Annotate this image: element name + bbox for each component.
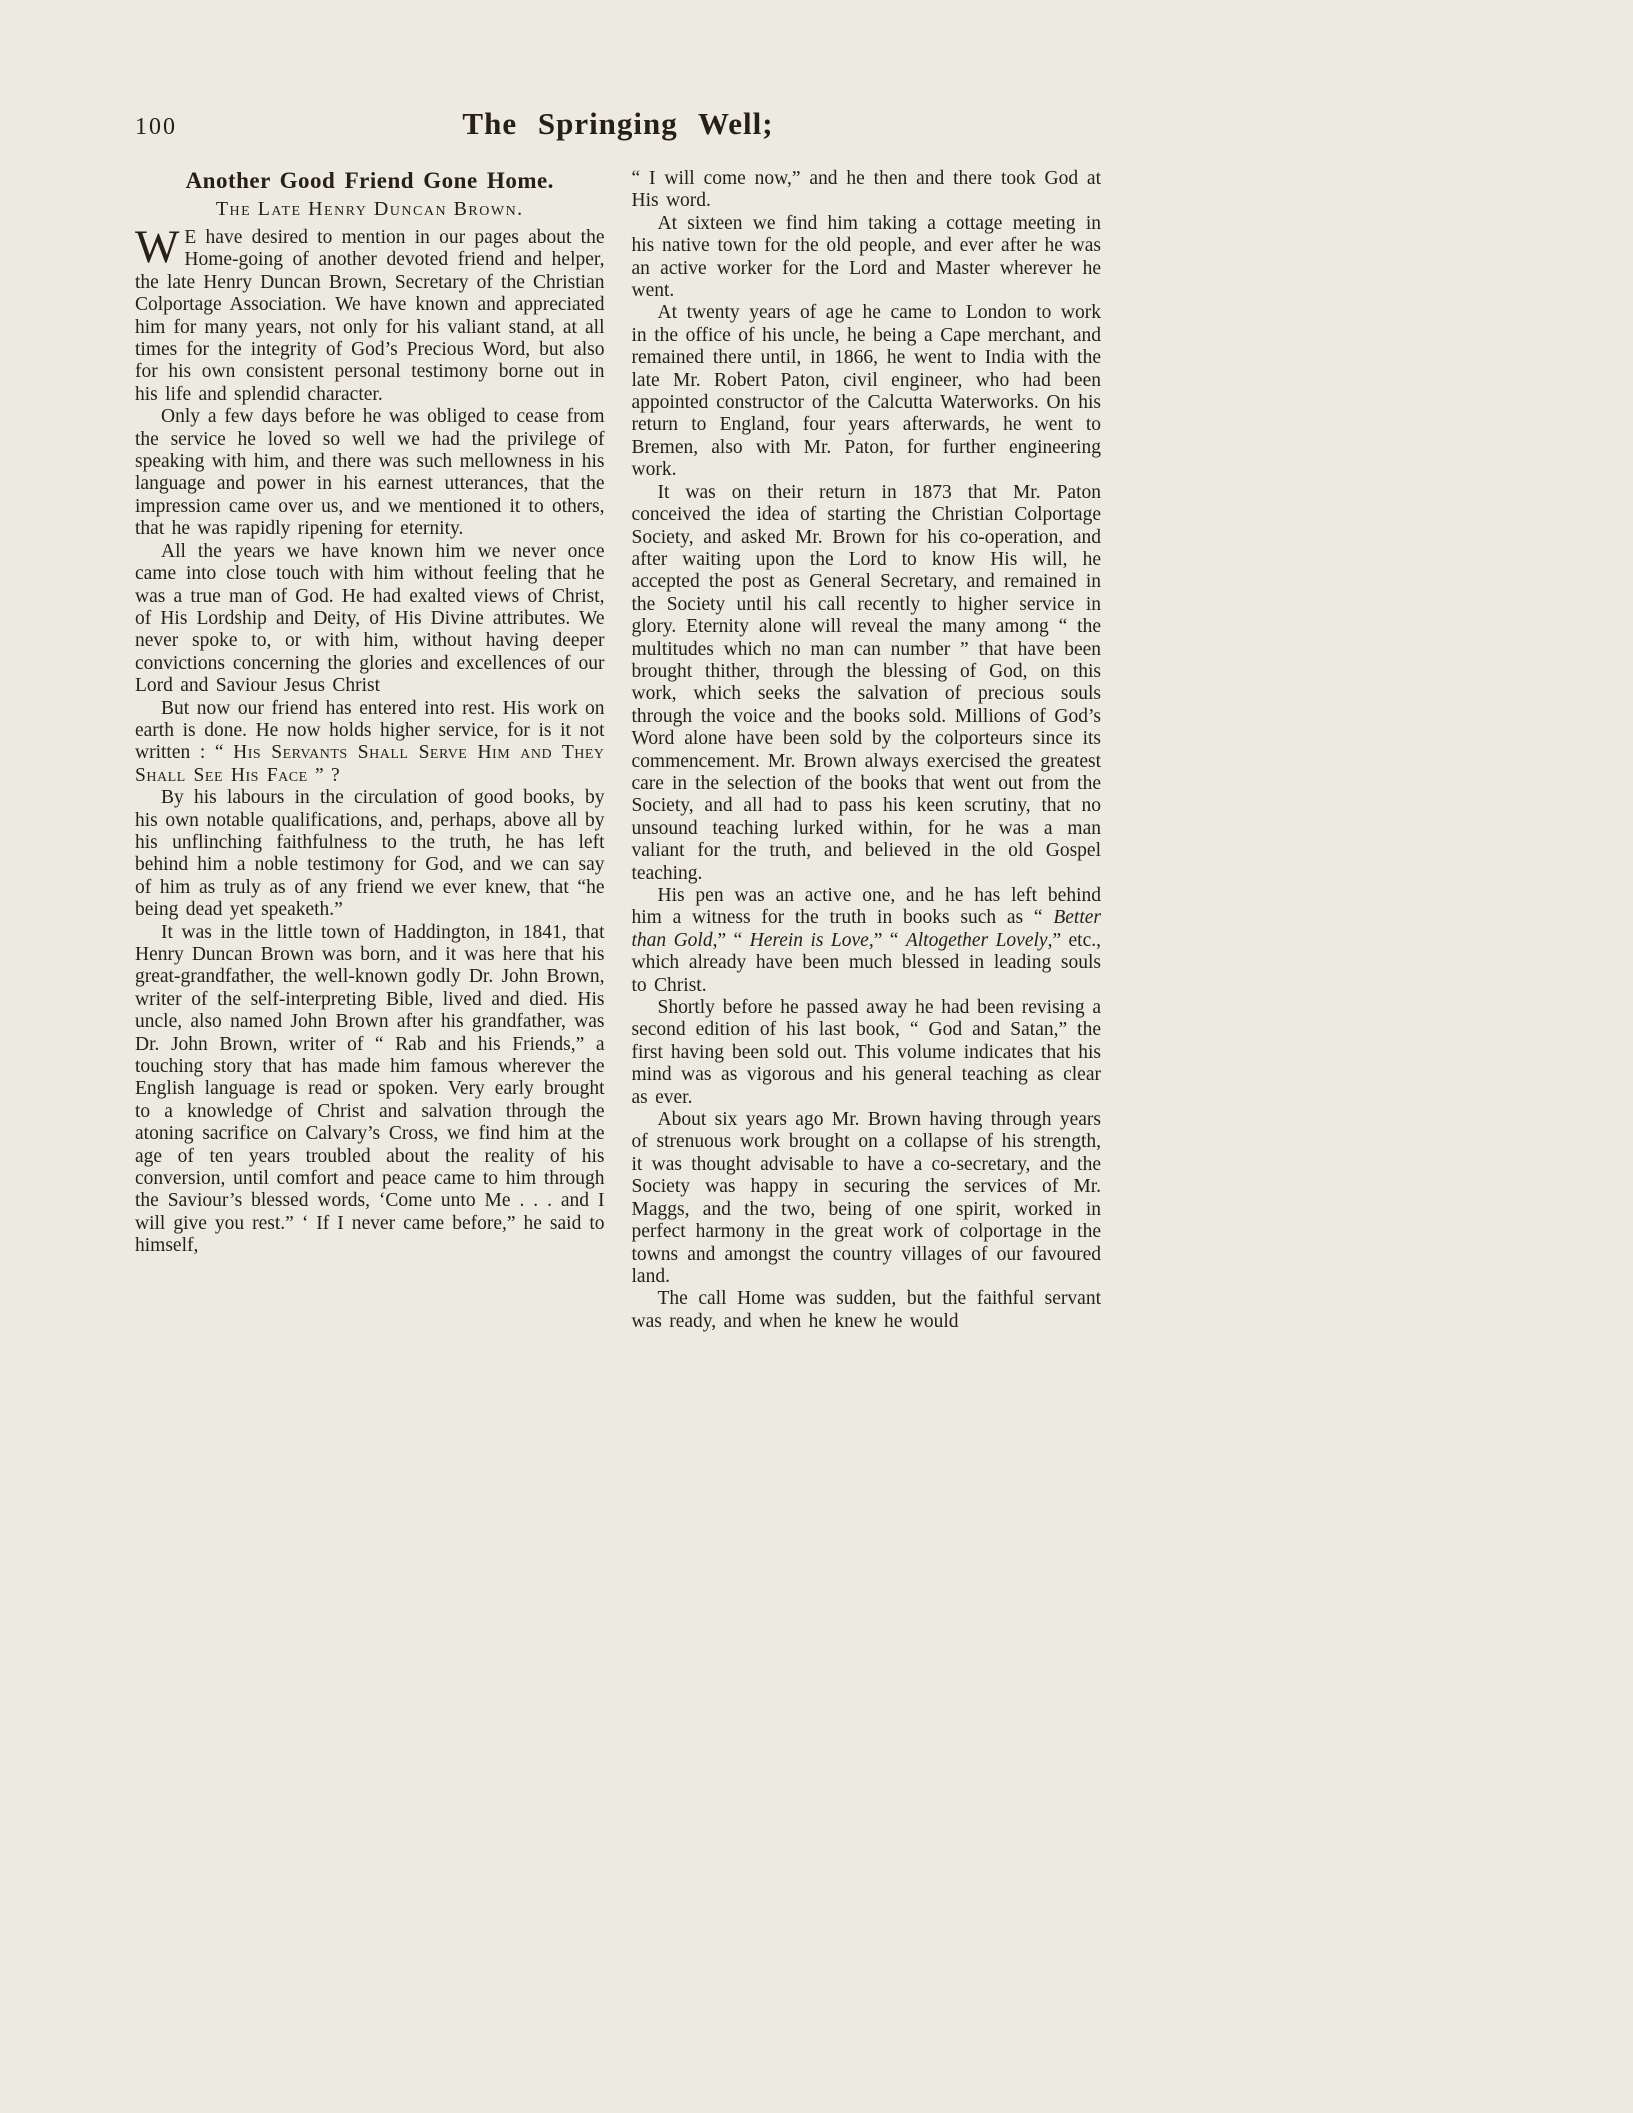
- text-run: About six years ago Mr. Brown having through years of strenuous work brought on a collapse of his strength, it was thought advisable to have a co-secretary, and the Society was happy in securing the services of Mr. Maggs, and the two, being of one spirit, worked in perfect harmony in the great work of colportage in the towns and amongst the country villages of our favoured land.: [631, 1109, 1101, 1287]
- left-column-text: [135, 221, 605, 1258]
- paragraph: [135, 406, 605, 540]
- text-run: All the years we have known him we never once came into close touch with him without feeling that he was a true man of God. He had exalted views of Christ, of His Lordship and Deity, of His Divine attributes. We never spoke to, or with him, without having deeper convictions concerning the glories and excellences of our Lord and Saviour Jesus Christ: [135, 540, 605, 697]
- page-header: [135, 106, 1101, 150]
- text-run: ,” “: [712, 929, 750, 951]
- text-run: His pen was an active one, and he has left behind him a witness for the truth in books such as “: [631, 885, 1101, 929]
- drop-cap-letter: W: [135, 221, 180, 273]
- paragraph: [135, 541, 605, 698]
- right-column-text: [632, 168, 1102, 1333]
- text-run: At sixteen we find him taking a cottage meeting in his native town for the old people, and ever after he was an active worker for the Lord and Master wherever he went.: [631, 212, 1101, 302]
- text-run: “ I will come now,” and he then and there took God at His word.: [631, 168, 1101, 212]
- page-number: 100: [135, 114, 177, 140]
- article-subheading: The Late Henry Duncan Brown.: [215, 198, 524, 220]
- paragraph: [135, 698, 605, 788]
- text-run-smallcaps: His Servants Shall Serve Him and They Shall See His Face: [135, 742, 605, 786]
- article-heading: Another Good Friend Gone Home.: [185, 168, 554, 193]
- paragraph: [632, 302, 1102, 481]
- paragraph: [632, 482, 1102, 885]
- paragraph: [632, 1109, 1102, 1288]
- text-run-italic: Altogether Lovely: [905, 929, 1048, 951]
- text-run: ,” “: [868, 929, 906, 951]
- paragraph: [135, 787, 605, 921]
- text-run: ,” etc., which already have been much blessed in leading souls to Christ.: [631, 929, 1101, 996]
- text-run-italic: Better than Gold: [631, 907, 1101, 951]
- text-run: By his labours in the circulation of good books, by his own notable qualifications, and, perhaps, above all by his unflinching faithfulness to the truth, he has left behind him a noble testimony for God, and we can say of him as truly as of any friend we ever knew, that “he being dead yet speaketh.”: [135, 787, 605, 921]
- text-run: E have desired to mention in our pages about the Home-going of another devoted friend and helper, the late Henry Duncan Brown, Secretary of the Christian Colportage Association. We have known and appreciated him for many years, not only for his valiant stand, at all times for the integrity of God’s Precious Word, but also for his own consistent personal testimony borne out in his life and splendid character.: [135, 227, 605, 405]
- paragraph: [632, 885, 1102, 997]
- text-run: But now our friend has entered into rest. His work on earth is done. He now holds higher service, for is it not written : “: [135, 697, 605, 764]
- paragraph: [135, 221, 605, 406]
- text-run: The call Home was sudden, but the faithful servant was ready, and when he knew he would: [631, 1288, 1101, 1332]
- journal-title: The Springing Well;: [462, 106, 774, 141]
- text-run-italic: Herein is Love: [749, 929, 869, 951]
- paragraph: [632, 168, 1102, 213]
- paragraph: [632, 997, 1102, 1109]
- paragraph: [135, 922, 605, 1258]
- article-body: [135, 168, 1101, 1333]
- right-column: [632, 168, 1102, 1333]
- paragraph: [632, 213, 1102, 303]
- text-run: It was in the little town of Haddington, in 1841, that Henry Duncan Brown was born, and it was here that his great-grandfather, the well-known godly Dr. John Brown, writer of the self-interpreting Bible, lived and died. His uncle, also named John Brown after his grandfather, was Dr. John Brown, writer of “ Rab and his Friends,” a touching story that has made him famous wherever the English language is read or spoken. Very early brought to a knowledge of Christ and salvation through the atoning sacrifice on Calvary’s Cross, we find him at the age of ten years troubled about the reality of his conversion, until comfort and peace came to him through the Saviour’s blessed words, ‘Come unto Me . . . and I will give you rest.” ‘ If I never came before,” he said to himself,: [135, 921, 605, 1257]
- text-run: Only a few days before he was obliged to cease from the service he loved so well we had the privilege of speaking with him, and there was such mellowness in his language and power in his earnest utterances, that the impression came over us, and we mentioned it to others, that he was rapidly ripening for eternity.: [135, 406, 605, 540]
- paragraph: [632, 1288, 1102, 1333]
- text-run: At twenty years of age he came to London to work in the office of his uncle, he being a Cape merchant, and remained there until, in 1866, he went to India with the late Mr. Robert Paton, civil engineer, who had been appointed constructor of the Calcutta Waterworks. On his return to England, four years afterwards, he went to Bremen, also with Mr. Paton, for further engineering work.: [631, 302, 1101, 481]
- text-run: Shortly before he passed away he had been revising a second edition of his last book, “ God and Satan,” the first having been sold out. This volume indicates that his mind was as vigorous and his general teaching as clear as ever.: [631, 997, 1101, 1108]
- text-run: It was on their return in 1873 that Mr. Paton conceived the idea of starting the Christian Colportage Society, and asked Mr. Brown for his co-operation, and after waiting upon the Lord to know His will, he accepted the post as General Secretary, and remained in the Society until his call recently to higher service in glory. Eternity alone will reveal the many among “ the multitudes which no man can number ” that have been brought thither, through the blessing of God, on this work, which seeks the salvation of precious souls through the voice and the books sold. Millions of God’s Word alone have been sold by the colporteurs since its commencement. Mr. Brown always exercised the greatest care in the selection of the books that went out from the Society, and all had to pass his keen scrutiny, that no unsound teaching lurked within, for he was a man valiant for the truth, and believed in the old Gospel teaching.: [631, 481, 1101, 884]
- text-run: ” ?: [307, 764, 340, 786]
- left-column: [135, 168, 605, 1258]
